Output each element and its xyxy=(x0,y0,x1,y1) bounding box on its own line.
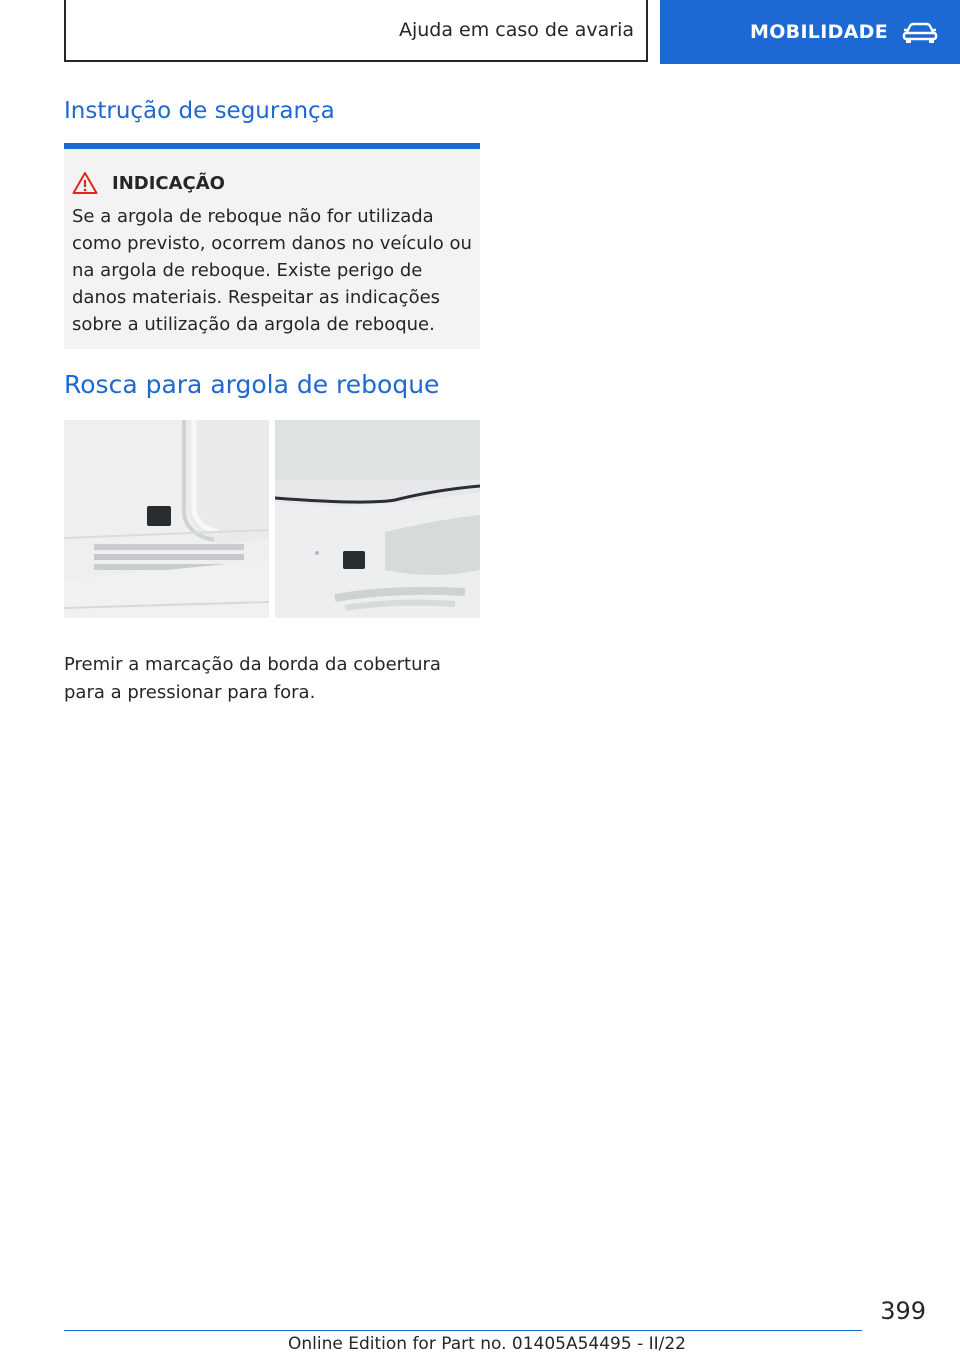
tow-instruction-text: Premir a marcação da borda da cobertura para a pressionar para fora. xyxy=(64,654,441,703)
front-bumper-photo xyxy=(64,420,269,618)
warning-triangle-icon xyxy=(72,171,98,195)
footer-edition: Online Edition for Part no. 01405A54495 - II/22 xyxy=(287,1334,686,1354)
safety-section-title: Instrução de segurança xyxy=(64,98,335,124)
page-number: 399 xyxy=(880,1297,926,1325)
header-chapter-title: MOBILIDADE xyxy=(750,21,889,43)
tow-section-title: Rosca para argola de reboque xyxy=(64,370,440,399)
header-chapter-tab[interactable] xyxy=(660,0,960,64)
header-section-box xyxy=(64,0,648,62)
notice-header xyxy=(72,171,472,195)
notice-box xyxy=(64,143,480,349)
notice-text: Se a argola de reboque não for utilizada como previsto, ocorrem danos no veículo ou na argola de reboque. Existe perigo de danos materiais. Respeitar as indicações sobre a utilização da argola de reboque. xyxy=(72,206,472,335)
header-section-title: Ajuda em caso de avaria xyxy=(398,19,634,41)
rear-bumper-photo xyxy=(275,420,480,618)
notice-label: INDICAÇÃO xyxy=(112,172,225,194)
car-icon xyxy=(902,20,938,44)
footer-divider xyxy=(64,1330,862,1331)
